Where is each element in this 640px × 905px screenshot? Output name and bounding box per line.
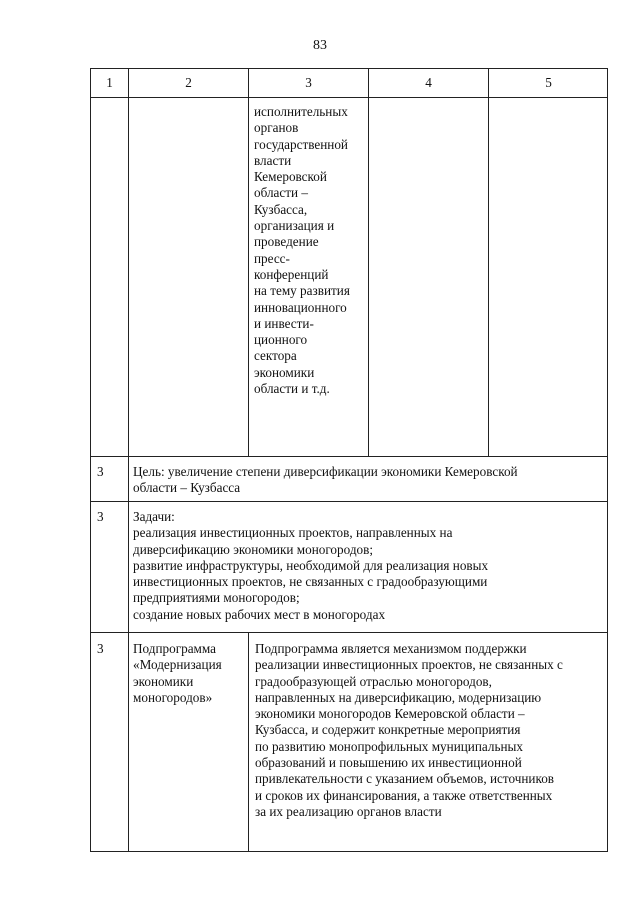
col-divider-2-top (248, 69, 249, 457)
subprogram-desc-line: экономики моногородов Кемеровской области – (255, 706, 525, 722)
subprogram-desc-line: Подпрограмма является механизмом поддержки (255, 641, 527, 656)
subprogram-desc-line: и сроков их финансирования, а также ответственных (255, 787, 553, 803)
header-col-4: 4 (425, 75, 432, 90)
subprogram-desc-line: Кузбасса, и содержит конкретные мероприятия (255, 722, 521, 738)
goal-line: Цель: увеличение степени диверсификации экономики Кемеровской (133, 464, 518, 479)
row1-col3-line: Кузбасса, (254, 201, 308, 217)
tasks-row-number: 3 (97, 509, 104, 524)
subprogram-desc-line: направленных на диверсификацию, модернизацию (255, 689, 542, 705)
row-divider-goal (91, 501, 607, 502)
tasks-line: предприятиями моногородов; (133, 590, 300, 606)
row-divider-tasks (91, 632, 607, 633)
tasks-line: диверсификацию экономики моногородов; (133, 541, 374, 557)
subprogram-row-number: 3 (97, 641, 104, 656)
tasks-line: реализация инвестиционных проектов, направленных на (133, 525, 453, 541)
row1-col3-line: органов (254, 120, 299, 136)
row1-col3-line: исполнительных (254, 104, 348, 119)
row1-col3-line: сектора (254, 348, 297, 364)
row1-col3-line: государственной (254, 136, 348, 152)
row1-col3-line: ционного (254, 332, 308, 348)
header-col-1: 1 (106, 75, 113, 90)
tasks-row-text (133, 509, 488, 623)
subprogram-name (133, 641, 222, 706)
row1-col3-line: на тему развития (254, 283, 350, 299)
page-number: 83 (313, 38, 327, 53)
row1-col3-line: пресс- (254, 250, 290, 266)
tasks-line: развитие инфраструктуры, необходимой для реализация новых (133, 557, 489, 573)
tasks-line: создание новых рабочих мест в моногородах (133, 606, 386, 622)
col-divider-1 (128, 69, 129, 852)
header-col-5: 5 (545, 75, 552, 90)
subprogram-desc-line: привлекательности с указанием объемов, источников (255, 771, 555, 787)
col-divider-4 (488, 69, 489, 457)
row1-col3-line: проведение (254, 234, 319, 250)
subprogram-description (255, 641, 563, 820)
row1-col3-line: организация и (254, 218, 335, 234)
row1-col3-line: власти (254, 152, 292, 168)
row1-col3-line: конференций (254, 266, 329, 282)
col-divider-2-bottom (248, 633, 249, 852)
header-col-3: 3 (305, 75, 312, 90)
subprogram-name-line: Подпрограмма (133, 641, 217, 656)
row1-col3-text (254, 104, 350, 397)
subprogram-name-line: экономики (133, 673, 194, 689)
goal-row-text (133, 464, 518, 497)
row1-col3-line: и инвести- (254, 315, 314, 331)
col-divider-3 (368, 69, 369, 457)
subprogram-desc-line: за их реализацию органов власти (255, 803, 442, 819)
subprogram-name-line: «Модернизация (133, 657, 222, 673)
header-col-2: 2 (185, 75, 192, 90)
tasks-line: Задачи: (133, 509, 175, 524)
document-table (90, 68, 608, 852)
goal-row-number: 3 (97, 464, 104, 479)
row1-col3-line: области и т.д. (254, 381, 330, 397)
goal-line: области – Кузбасса (133, 480, 241, 496)
row-divider-header (91, 97, 607, 98)
row1-col3-line: инновационного (254, 299, 347, 315)
row-divider-1 (91, 456, 607, 457)
row1-col3-line: области – (254, 185, 308, 201)
tasks-line: инвестиционных проектов, не связанных с градообразующими (133, 574, 488, 590)
subprogram-desc-line: образований и повышению их инвестиционной (255, 755, 522, 771)
subprogram-desc-line: по развитию монопрофильных муниципальных (255, 738, 523, 754)
row1-col3-line: Кемеровской (254, 169, 327, 185)
row1-col3-line: экономики (254, 364, 315, 380)
subprogram-desc-line: градообразующей отраслью моногородов, (255, 673, 492, 689)
subprogram-desc-line: реализации инвестиционных проектов, не связанных с (255, 657, 563, 673)
subprogram-name-line: моногородов» (133, 689, 213, 705)
